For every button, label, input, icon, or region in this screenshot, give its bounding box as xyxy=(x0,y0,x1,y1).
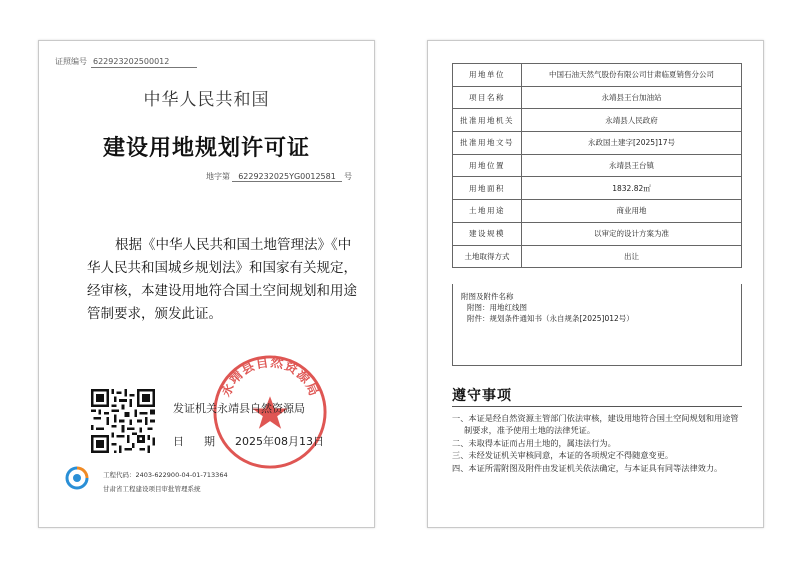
land-info-table xyxy=(452,63,742,268)
date-label: 日期 xyxy=(173,435,235,448)
notice-list xyxy=(452,412,744,474)
land-number-suffix: 号 xyxy=(344,172,352,181)
country-name: 中华人民共和国 xyxy=(143,90,270,110)
field-label: 用地面积 xyxy=(453,177,522,200)
project-code: 工程代码：2403-622900-04-01-713364 xyxy=(103,471,228,479)
field-label: 项目名称 xyxy=(453,86,522,109)
notice-title: 遵守事项 xyxy=(452,388,512,404)
approval-system-logo-icon xyxy=(65,466,89,490)
notice-item: 四、本证所需附图及附件由发证机关依法确定，与本证具有同等法律效力。 xyxy=(452,462,723,473)
page-title: 建设用地规划许可证 xyxy=(102,136,310,161)
table-row xyxy=(453,154,742,177)
field-label: 批准用地机关 xyxy=(453,109,522,132)
issuer-label: 发证机关 xyxy=(173,402,217,415)
body-line: 经审核，本建设用地符合国土空间规划和用途 xyxy=(87,283,357,299)
date-value: 2025年08月13日 xyxy=(235,435,324,448)
field-label: 土地用途 xyxy=(453,200,522,223)
field-label: 建设规模 xyxy=(453,222,522,245)
body-line: 华人民共和国城乡规划法》和国家有关规定， xyxy=(87,260,357,276)
table-row xyxy=(453,109,742,132)
field-value: 永靖县人民政府 xyxy=(522,109,742,132)
table-row xyxy=(453,245,742,268)
field-value: 1832.82㎡ xyxy=(522,177,742,200)
field-label: 批准用地文号 xyxy=(453,132,522,155)
notice-item: 一、本证是经自然资源主管部门依法审核，建设用地符合国土空间规划和用途管制要求，准予使用土地的法律凭证。 xyxy=(452,413,739,436)
field-label: 土地取得方式 xyxy=(453,245,522,268)
notice-item: 三、未经发证机关审核同意，本证的各项规定不得随意变更。 xyxy=(452,450,674,461)
field-label: 用地单位 xyxy=(453,64,522,87)
issuer-value: 永靖县自然资源局 xyxy=(217,402,305,415)
issue-date xyxy=(173,433,324,449)
land-number-value: 6229232025YG0012581 xyxy=(232,172,342,182)
divider xyxy=(452,406,742,407)
field-value: 商业用地 xyxy=(522,200,742,223)
attachment-figure: 附图：用地红线图 xyxy=(467,303,527,312)
attachments-title: 附图及附件名称 xyxy=(461,292,514,301)
table-row xyxy=(453,177,742,200)
table-row xyxy=(453,64,742,87)
table-row xyxy=(453,86,742,109)
svg-text:永靖县自然资源局 xyxy=(218,354,322,399)
table-row xyxy=(453,222,742,245)
attachments-section xyxy=(452,284,742,366)
field-label: 用地位置 xyxy=(453,154,522,177)
land-number-label: 地字第 xyxy=(206,172,230,181)
body-line: 管制要求，颁发此证。 xyxy=(87,306,222,322)
field-value: 出让 xyxy=(522,245,742,268)
system-name: 甘肃省工程建设项目审批管理系统 xyxy=(103,485,201,493)
field-value: 永靖县王台加油站 xyxy=(522,86,742,109)
certificate-cover-page xyxy=(38,40,375,528)
certificate-detail-page xyxy=(427,40,764,528)
seal-text: 永靖县自然资源局 xyxy=(218,355,322,400)
table-row xyxy=(453,132,742,155)
field-value: 永靖县王台镇 xyxy=(522,154,742,177)
table-row xyxy=(453,200,742,223)
field-value: 永政国土建字[2025]17号 xyxy=(522,132,742,155)
body-line: 根据《中华人民共和国土地管理法》《中 xyxy=(115,237,352,253)
attachment-document: 附件：规划条件通知书（永自规条[2025]012号） xyxy=(467,314,634,323)
certificate-number-label: 证照编号 xyxy=(55,57,87,66)
field-value: 中国石油天然气股份有限公司甘肃临夏销售分公司 xyxy=(522,64,742,87)
land-permit-number xyxy=(206,171,352,182)
field-value: 以审定的设计方案为准 xyxy=(522,222,742,245)
certificate-body-text xyxy=(87,234,359,326)
notice-item: 二、未取得本证而占用土地的，属违法行为。 xyxy=(452,437,616,448)
issuer xyxy=(173,400,305,416)
certificate-number-value: 622923202500012 xyxy=(91,57,197,68)
certificate-number xyxy=(55,56,197,68)
qr-code-icon xyxy=(91,389,155,453)
